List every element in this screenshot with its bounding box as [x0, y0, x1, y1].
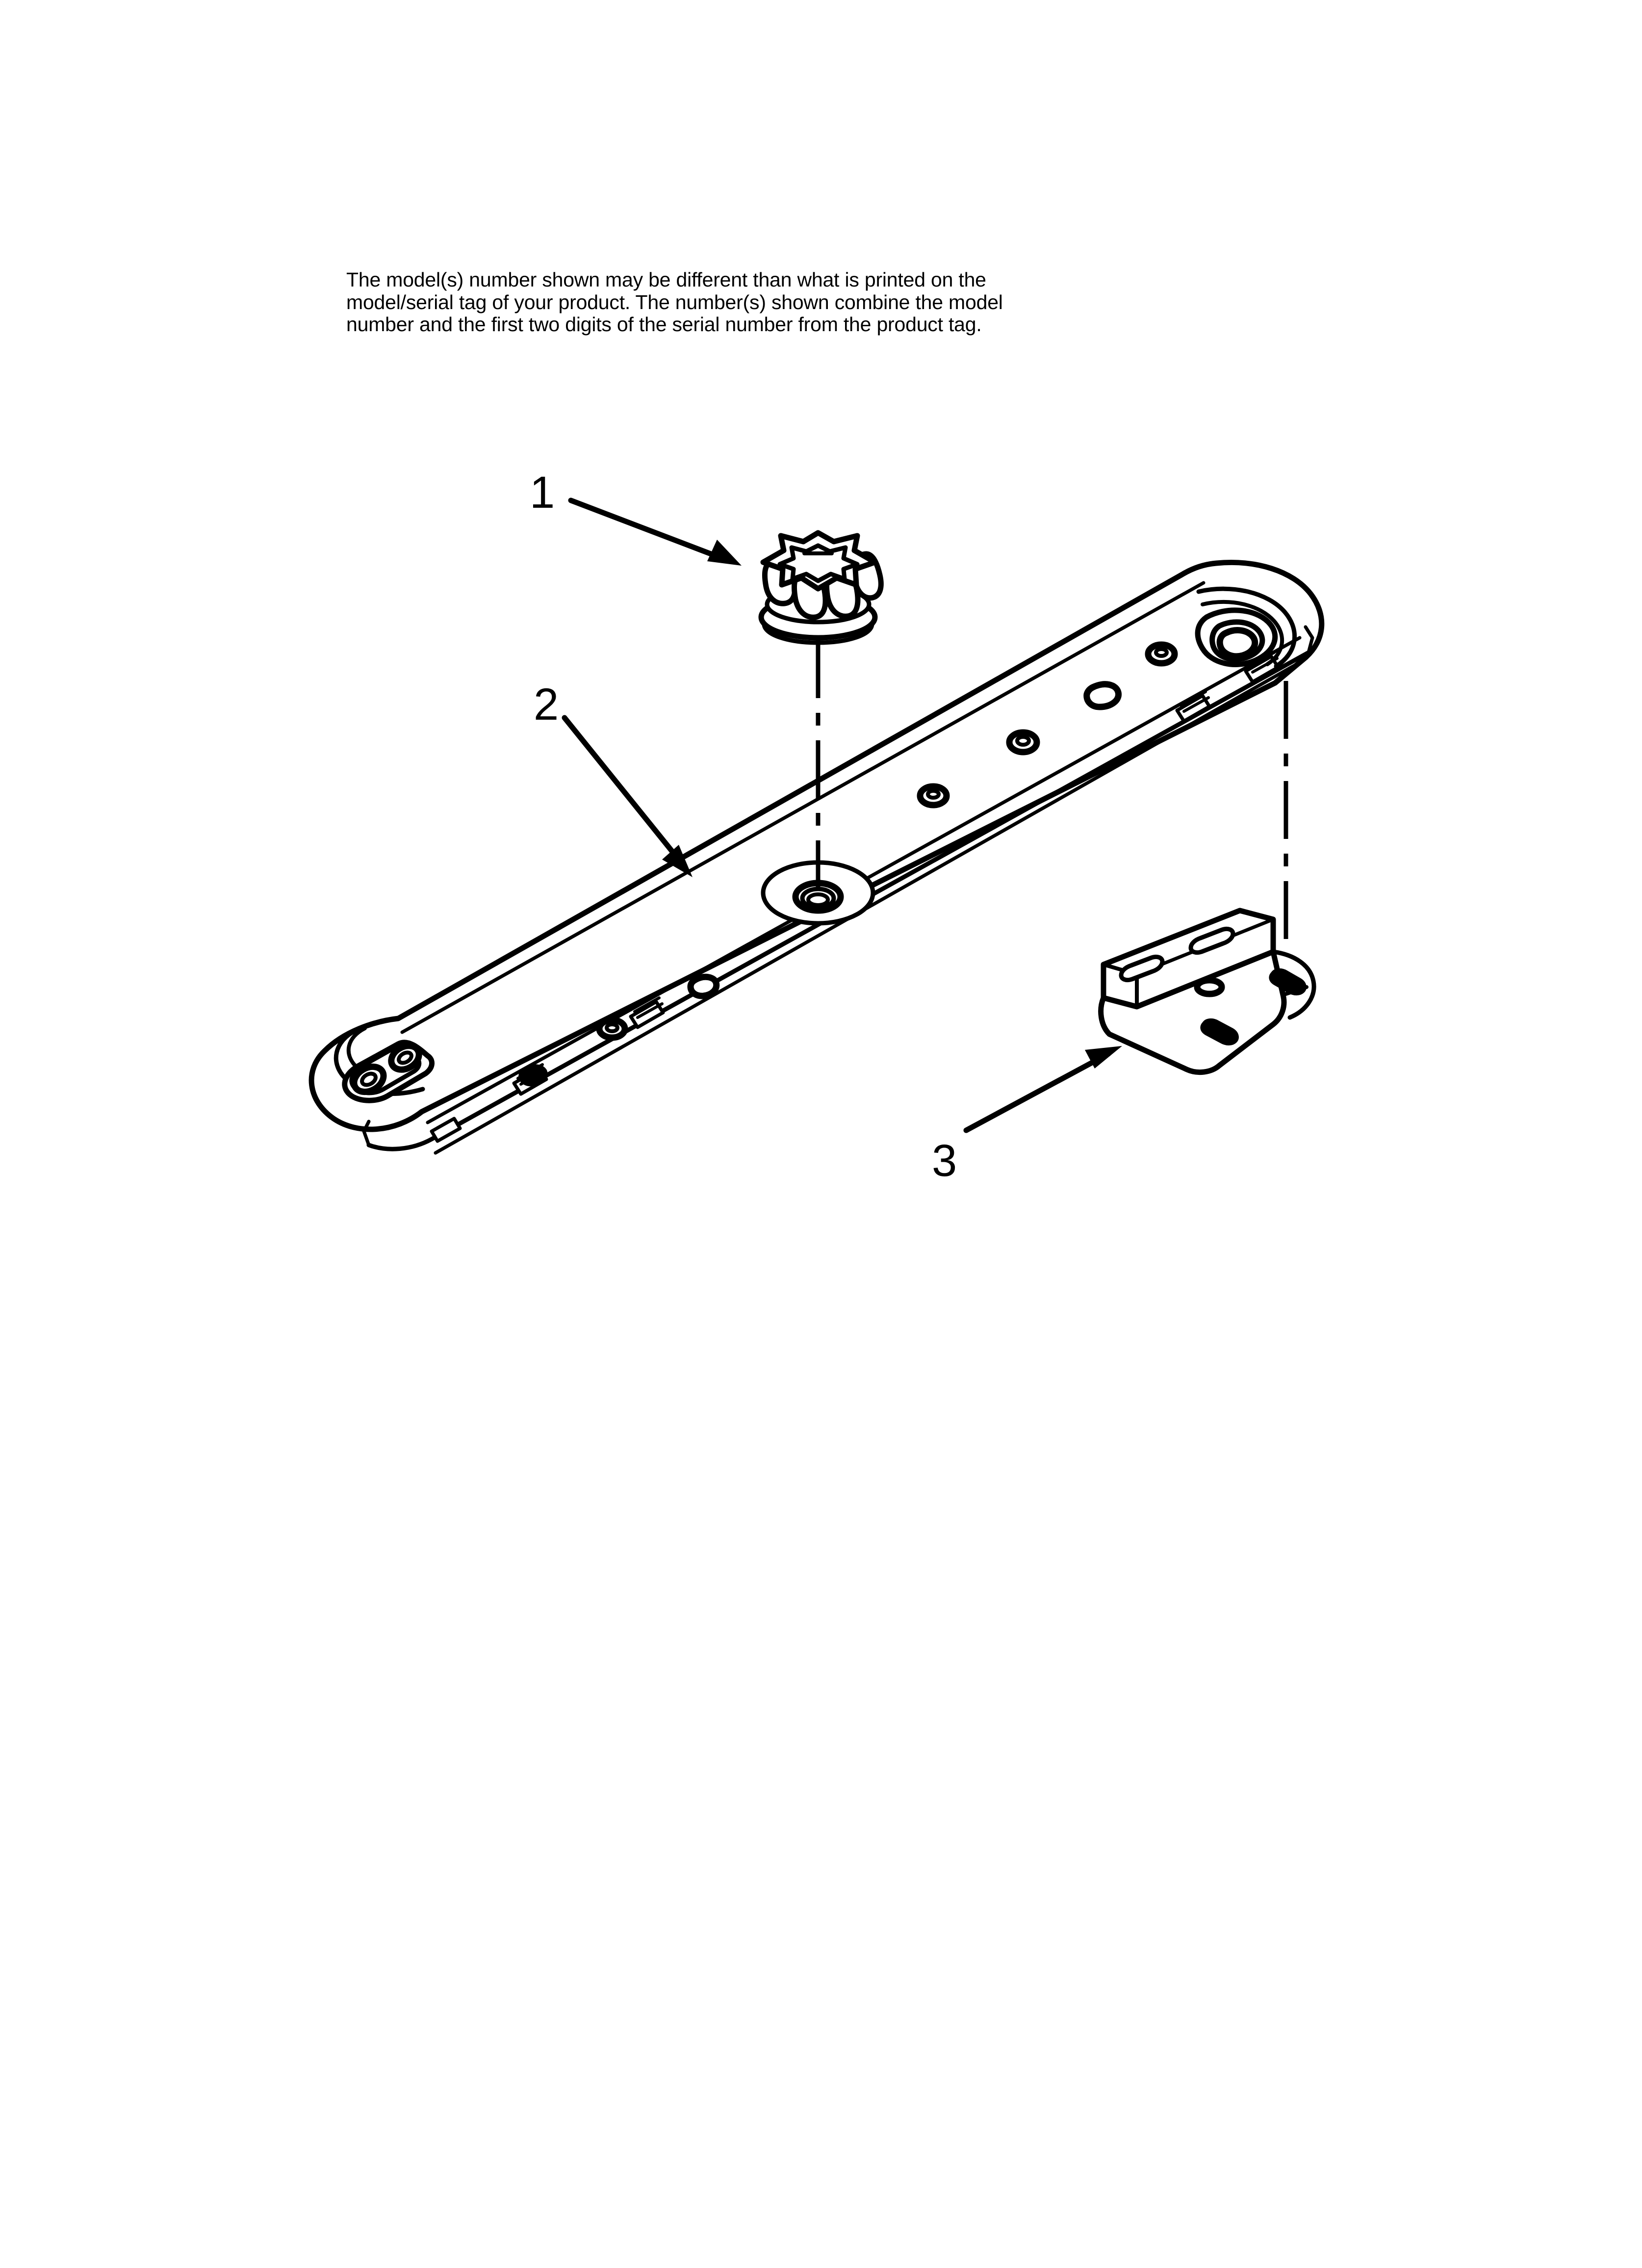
- disclaimer-line-1: The model(s) number shown may be different than what is printed on the: [346, 268, 986, 291]
- part-mounting-bracket[interactable]: [1101, 911, 1314, 1072]
- bracket-locating-hole: [1197, 980, 1222, 994]
- spray-arm-upper-edge: [402, 583, 1204, 1032]
- callout-number-1: 1: [530, 468, 555, 518]
- callout-number-2: 2: [534, 679, 559, 730]
- disclaimer-line-3: number and the first two digits of the serial number from the product tag.: [346, 313, 982, 336]
- leader-line-1: [571, 500, 742, 566]
- callout-number-3: 3: [932, 1136, 957, 1186]
- leader-line-3: [966, 1046, 1122, 1130]
- disclaimer-line-2: model/serial tag of your product. The number(s) shown combine the model: [346, 290, 1003, 313]
- part-bearing-retainer[interactable]: [761, 533, 881, 643]
- leader-line-2: [564, 718, 693, 877]
